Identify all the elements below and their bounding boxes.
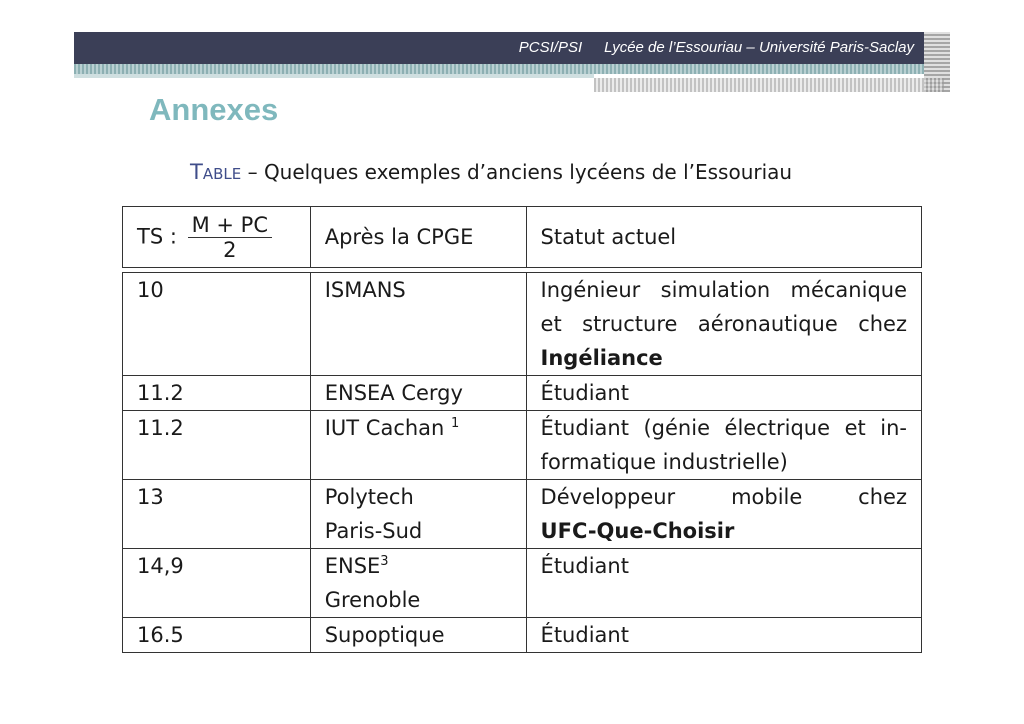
cell-ts: 10 bbox=[123, 273, 311, 376]
status-line: Ingénieur simulation mécanique bbox=[540, 278, 907, 302]
ts-prefix: TS : bbox=[137, 224, 177, 248]
footnote-marker: 3 bbox=[380, 554, 389, 569]
cell-status: Étudiant bbox=[526, 376, 921, 411]
status-line: formatique industrielle) bbox=[540, 450, 788, 474]
cell-after bbox=[310, 549, 526, 618]
table-row bbox=[123, 411, 922, 480]
header-cell-ts bbox=[123, 207, 311, 268]
after-school: ENSE bbox=[324, 554, 381, 578]
alumni-table bbox=[122, 206, 922, 653]
cell-ts: 16.5 bbox=[123, 618, 311, 653]
cell-ts: 13 bbox=[123, 480, 311, 549]
cell-after: ISMANS bbox=[310, 273, 526, 376]
after-line: Grenoble bbox=[324, 588, 421, 612]
table-row bbox=[123, 480, 922, 549]
header-bar bbox=[74, 32, 924, 64]
status-line: Étudiant (génie électrique et in- bbox=[540, 416, 907, 440]
cell-status: Étudiant bbox=[526, 549, 921, 618]
header-institution: Lycée de l’Essouriau – Université Paris-Saclay bbox=[604, 39, 914, 56]
caption-text: Quelques exemples d’anciens lycéens de l’Essouriau bbox=[263, 160, 793, 184]
caption-dash: – bbox=[241, 160, 264, 184]
header-fade-bottom bbox=[594, 78, 944, 92]
cell-after bbox=[310, 480, 526, 549]
status-company: Ingéliance bbox=[540, 346, 663, 370]
table-row bbox=[123, 618, 922, 653]
ts-numerator: M + PC bbox=[188, 213, 272, 238]
status-line: et structure aéronautique chez bbox=[540, 312, 907, 336]
cell-ts: 11.2 bbox=[123, 376, 311, 411]
header-cell-after: Après la CPGE bbox=[310, 207, 526, 268]
cell-status bbox=[526, 480, 921, 549]
ts-denominator: 2 bbox=[223, 237, 237, 262]
cell-ts: 14,9 bbox=[123, 549, 311, 618]
cell-status bbox=[526, 411, 921, 480]
header-cell-status: Statut actuel bbox=[526, 207, 921, 268]
cell-ts: 11.2 bbox=[123, 411, 311, 480]
after-line: Polytech bbox=[324, 485, 414, 509]
cell-after: Supoptique bbox=[310, 618, 526, 653]
alumni-table-wrapper bbox=[122, 206, 922, 653]
status-company: UFC-Que-Choisir bbox=[540, 519, 735, 543]
cell-status bbox=[526, 273, 921, 376]
header-strip-lower bbox=[74, 74, 594, 78]
cell-after: ENSEA Cergy bbox=[310, 376, 526, 411]
cell-after bbox=[310, 411, 526, 480]
header-course: PCSI/PSI bbox=[518, 39, 583, 56]
table-caption bbox=[190, 160, 792, 184]
after-line bbox=[325, 549, 512, 583]
header-strip bbox=[74, 64, 924, 74]
after-line: Paris-Sud bbox=[324, 519, 423, 543]
ts-fraction bbox=[188, 213, 272, 262]
status-line: Développeur mobile chez bbox=[540, 485, 907, 509]
table-row bbox=[123, 376, 922, 411]
caption-label: Table bbox=[190, 160, 242, 184]
table-row bbox=[123, 549, 922, 618]
section-title: Annexes bbox=[149, 92, 279, 127]
table-header-row bbox=[123, 207, 922, 268]
footnote-marker: 1 bbox=[451, 416, 460, 431]
after-school: IUT Cachan bbox=[324, 416, 445, 440]
header-text bbox=[519, 39, 914, 56]
table-row bbox=[123, 273, 922, 376]
cell-status: Étudiant bbox=[526, 618, 921, 653]
